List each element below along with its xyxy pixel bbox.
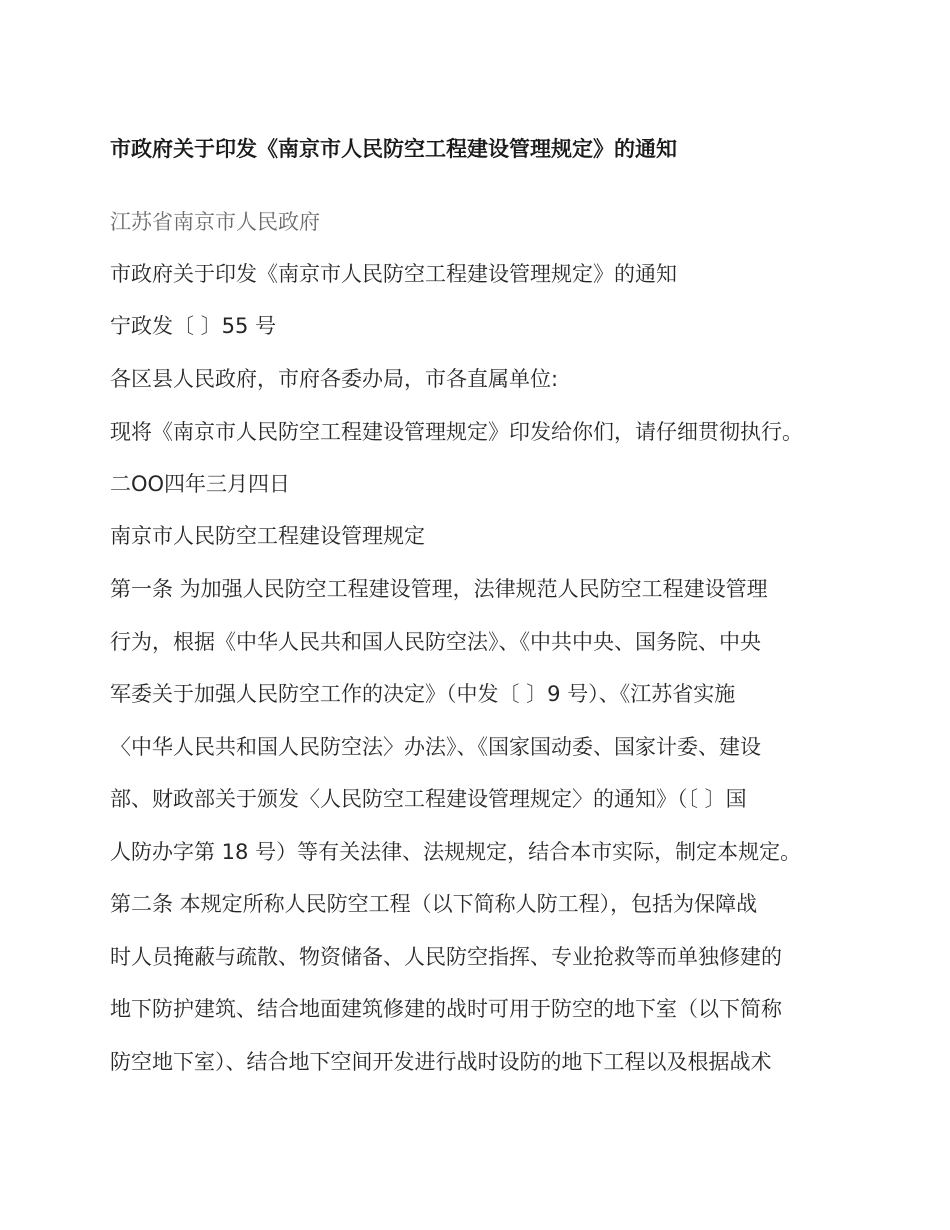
text-line: 各区县人民政府，市府各委办局，市各直属单位:	[110, 367, 559, 391]
text-line: 二OO四年三月四日	[110, 472, 291, 496]
text-line: 宁政发〔 〕55 号	[110, 314, 277, 338]
text-line: 人防办字第 18 号）等有关法律、法规规定，结合本市实际，制定本规定。	[110, 840, 802, 864]
text-line: 军委关于加强人民防空工作的决定》（中发〔 〕9 号）、《江苏省实施	[110, 682, 736, 706]
text-line: 南京市人民防空工程建设管理规定	[110, 524, 425, 548]
issuer-line: 江苏省南京市人民政府	[110, 210, 320, 234]
text-line: 时人员掩蔽与疏散、物资储备、人民防空指挥、专业抢救等而单独修建的	[110, 945, 782, 969]
text-line: 第一条 为加强人民防空工程建设管理，法律规范人民防空工程建设管理	[110, 577, 768, 601]
document-title: 市政府关于印发《南京市人民防空工程建设管理规定》的通知	[110, 137, 677, 161]
text-line: 地下防护建筑、结合地面建筑修建的战时可用于防空的地下室（以下简称	[110, 997, 782, 1021]
text-line: 第二条 本规定所称人民防空工程（以下简称人防工程），包括为保障战	[110, 892, 758, 916]
text-line: 行为，根据《中华人民共和国人民防空法》、《中共中央、国务院、中央	[110, 630, 761, 654]
text-line: 现将《南京市人民防空工程建设管理规定》印发给你们，请仔细贯彻执行。	[110, 420, 803, 444]
text-line: 部、财政部关于颁发〈人民防空工程建设管理规定〉的通知》（〔 〕国	[110, 787, 747, 811]
text-line: 防空地下室）、结合地下空间开发进行战时设防的地下工程以及根据战术	[110, 1050, 772, 1074]
text-line: 市政府关于印发《南京市人民防空工程建设管理规定》的通知	[110, 262, 677, 286]
text-line: 〈中华人民共和国人民防空法〉办法》、《国家国动委、国家计委、建设	[110, 735, 761, 759]
